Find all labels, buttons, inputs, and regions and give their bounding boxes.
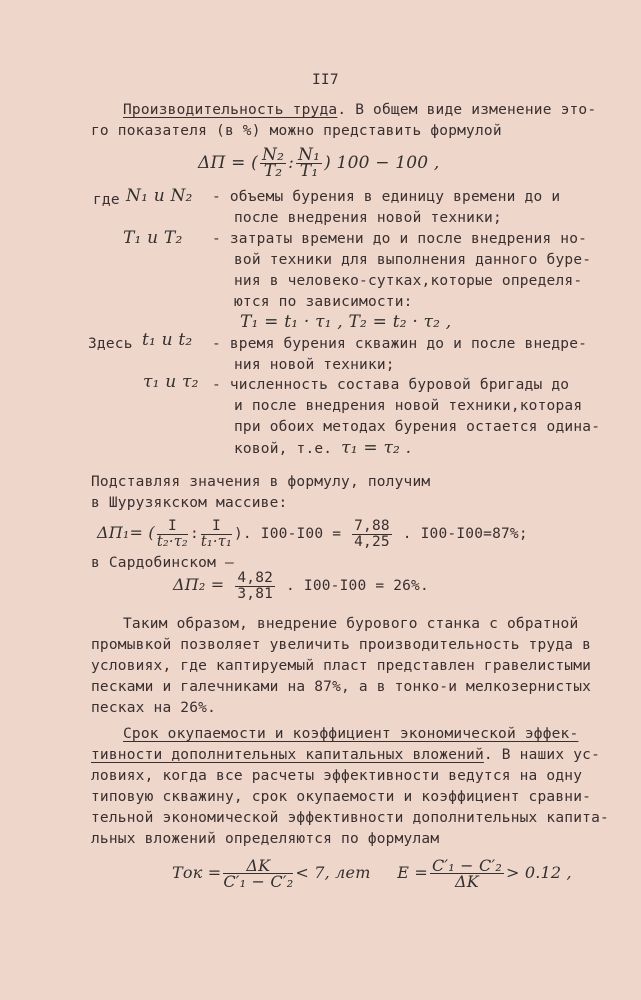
paragraph-line: льных вложений определяются по формулам [91, 831, 440, 847]
fraction: $\frac{\text{N₁}}{\text{T₁}}$ [298, 145, 321, 181]
def-line: - время бурения скважин до и после внедре- [212, 336, 588, 352]
paragraph-line: тельной экономической эффективности дополнительных капита- [91, 810, 609, 826]
formula-payback: Tок = $\frac{\Delta K}{\text{C′₁ − C′₂}}$ < 7, лет E = $\frac{\text{C′₁ − C′₂}}{\Delta K}$ > 0.12 , [172, 856, 572, 891]
def-line: ковой, т.е. τ₁ = τ₂ . [234, 438, 412, 458]
def-line: - объемы бурения в единицу времени до и [212, 189, 561, 205]
def-line: после внедрения новой техники; [234, 210, 502, 226]
paragraph-line: песках на 26%. [91, 700, 217, 716]
paragraph-line: условиях, где каптируемый пласт представлен гравелистыми [91, 658, 592, 674]
paragraph-line: промывкой позволяет увеличить производительность труда в [91, 637, 592, 653]
fraction: $\frac{4,82}{3,81}$ [237, 569, 274, 602]
fraction: $\frac{\text{C′₁ − C′₂}}{\Delta K}$ [431, 856, 502, 891]
paragraph-line: тивности дополнительных капитальных вложений. В наших ус- [91, 747, 601, 763]
formula-shuruzyak: ΔП₁= ( $\frac{I}{\text{t₂·τ₂}}$ : $\frac{I}{\text{t₁·τ₁}}$ ). I00-I00 = $\frac{7,88}{4,25}$ . I00-I00=87%; [97, 517, 528, 550]
paragraph-line: в Шурузякском массиве: [91, 495, 288, 511]
def-line: вой техники для выполнения данного буре- [234, 252, 592, 268]
here-label: Здесь [88, 336, 133, 352]
def-line: - численность состава буровой бригады до [212, 377, 570, 393]
paragraph-line: ловиях, когда все расчеты эффективности ведутся на одну [91, 768, 583, 784]
def-line: и после внедрения новой техники,которая [234, 398, 583, 414]
section-heading: Срок окупаемости и коэффициент экономической эффек- [123, 726, 579, 742]
var-t: T₁ и T₂ [123, 228, 183, 248]
fraction: $\frac{I}{\text{t₁·τ₁}}$ [200, 517, 232, 550]
where-label: где [93, 192, 120, 208]
def-line: ются по зависимости: [234, 294, 413, 310]
def-line: ния новой техники; [234, 357, 395, 373]
formula-sardoba: ΔП₂ = $\frac{4,82}{3,81}$ . I00-I00 = 26%. [173, 569, 429, 602]
def-line: ния в человеко-сутках,которые определя- [234, 273, 583, 289]
section-heading: Производительность труда [123, 102, 338, 118]
page-number: II7 [312, 72, 339, 88]
fraction: $\frac{\text{N₂}}{\text{T₂}}$ [262, 145, 285, 181]
def-line: при обоих методах бурения остается одина- [234, 419, 601, 435]
paragraph-line: Таким образом, внедрение бурового станка с обратной [123, 616, 579, 632]
formula-t: T₁ = t₁ · τ₁ , T₂ = t₂ · τ₂ , [240, 312, 452, 332]
paragraph-line: Производительность труда. В общем виде изменение это- [123, 102, 597, 118]
paragraph-line: в Сардобинском — [91, 555, 234, 571]
def-line: - затраты времени до и после внедрения но- [212, 231, 588, 247]
paragraph-line: типовую скважину, срок окупаемости и коэффициент сравни- [91, 789, 592, 805]
fraction: $\frac{\Delta K}{\text{C′₁ − C′₂}}$ [223, 856, 294, 891]
fraction: $\frac{I}{\text{t₂·τ₂}}$ [156, 517, 188, 550]
paragraph-line: песками и галечниками на 87%, а в тонко-и мелкозернистых [91, 679, 592, 695]
var-tt: t₁ и t₂ [142, 330, 193, 350]
fraction: $\frac{7,88}{4,25}$ [354, 517, 390, 550]
paragraph-line: го показателя (в %) можно представить формулой [91, 123, 502, 139]
formula-productivity: ΔП = ( $\frac{\text{N₂}}{\text{T₂}}$ : $\frac{\text{N₁}}{\text{T₁}}$ ) 100 − 100 , [198, 145, 440, 181]
var-tau: τ₁ и τ₂ [143, 372, 199, 392]
paragraph-line: Подставляя значения в формулу, получим [91, 474, 431, 490]
var-n: N₁ и N₂ [126, 186, 193, 206]
